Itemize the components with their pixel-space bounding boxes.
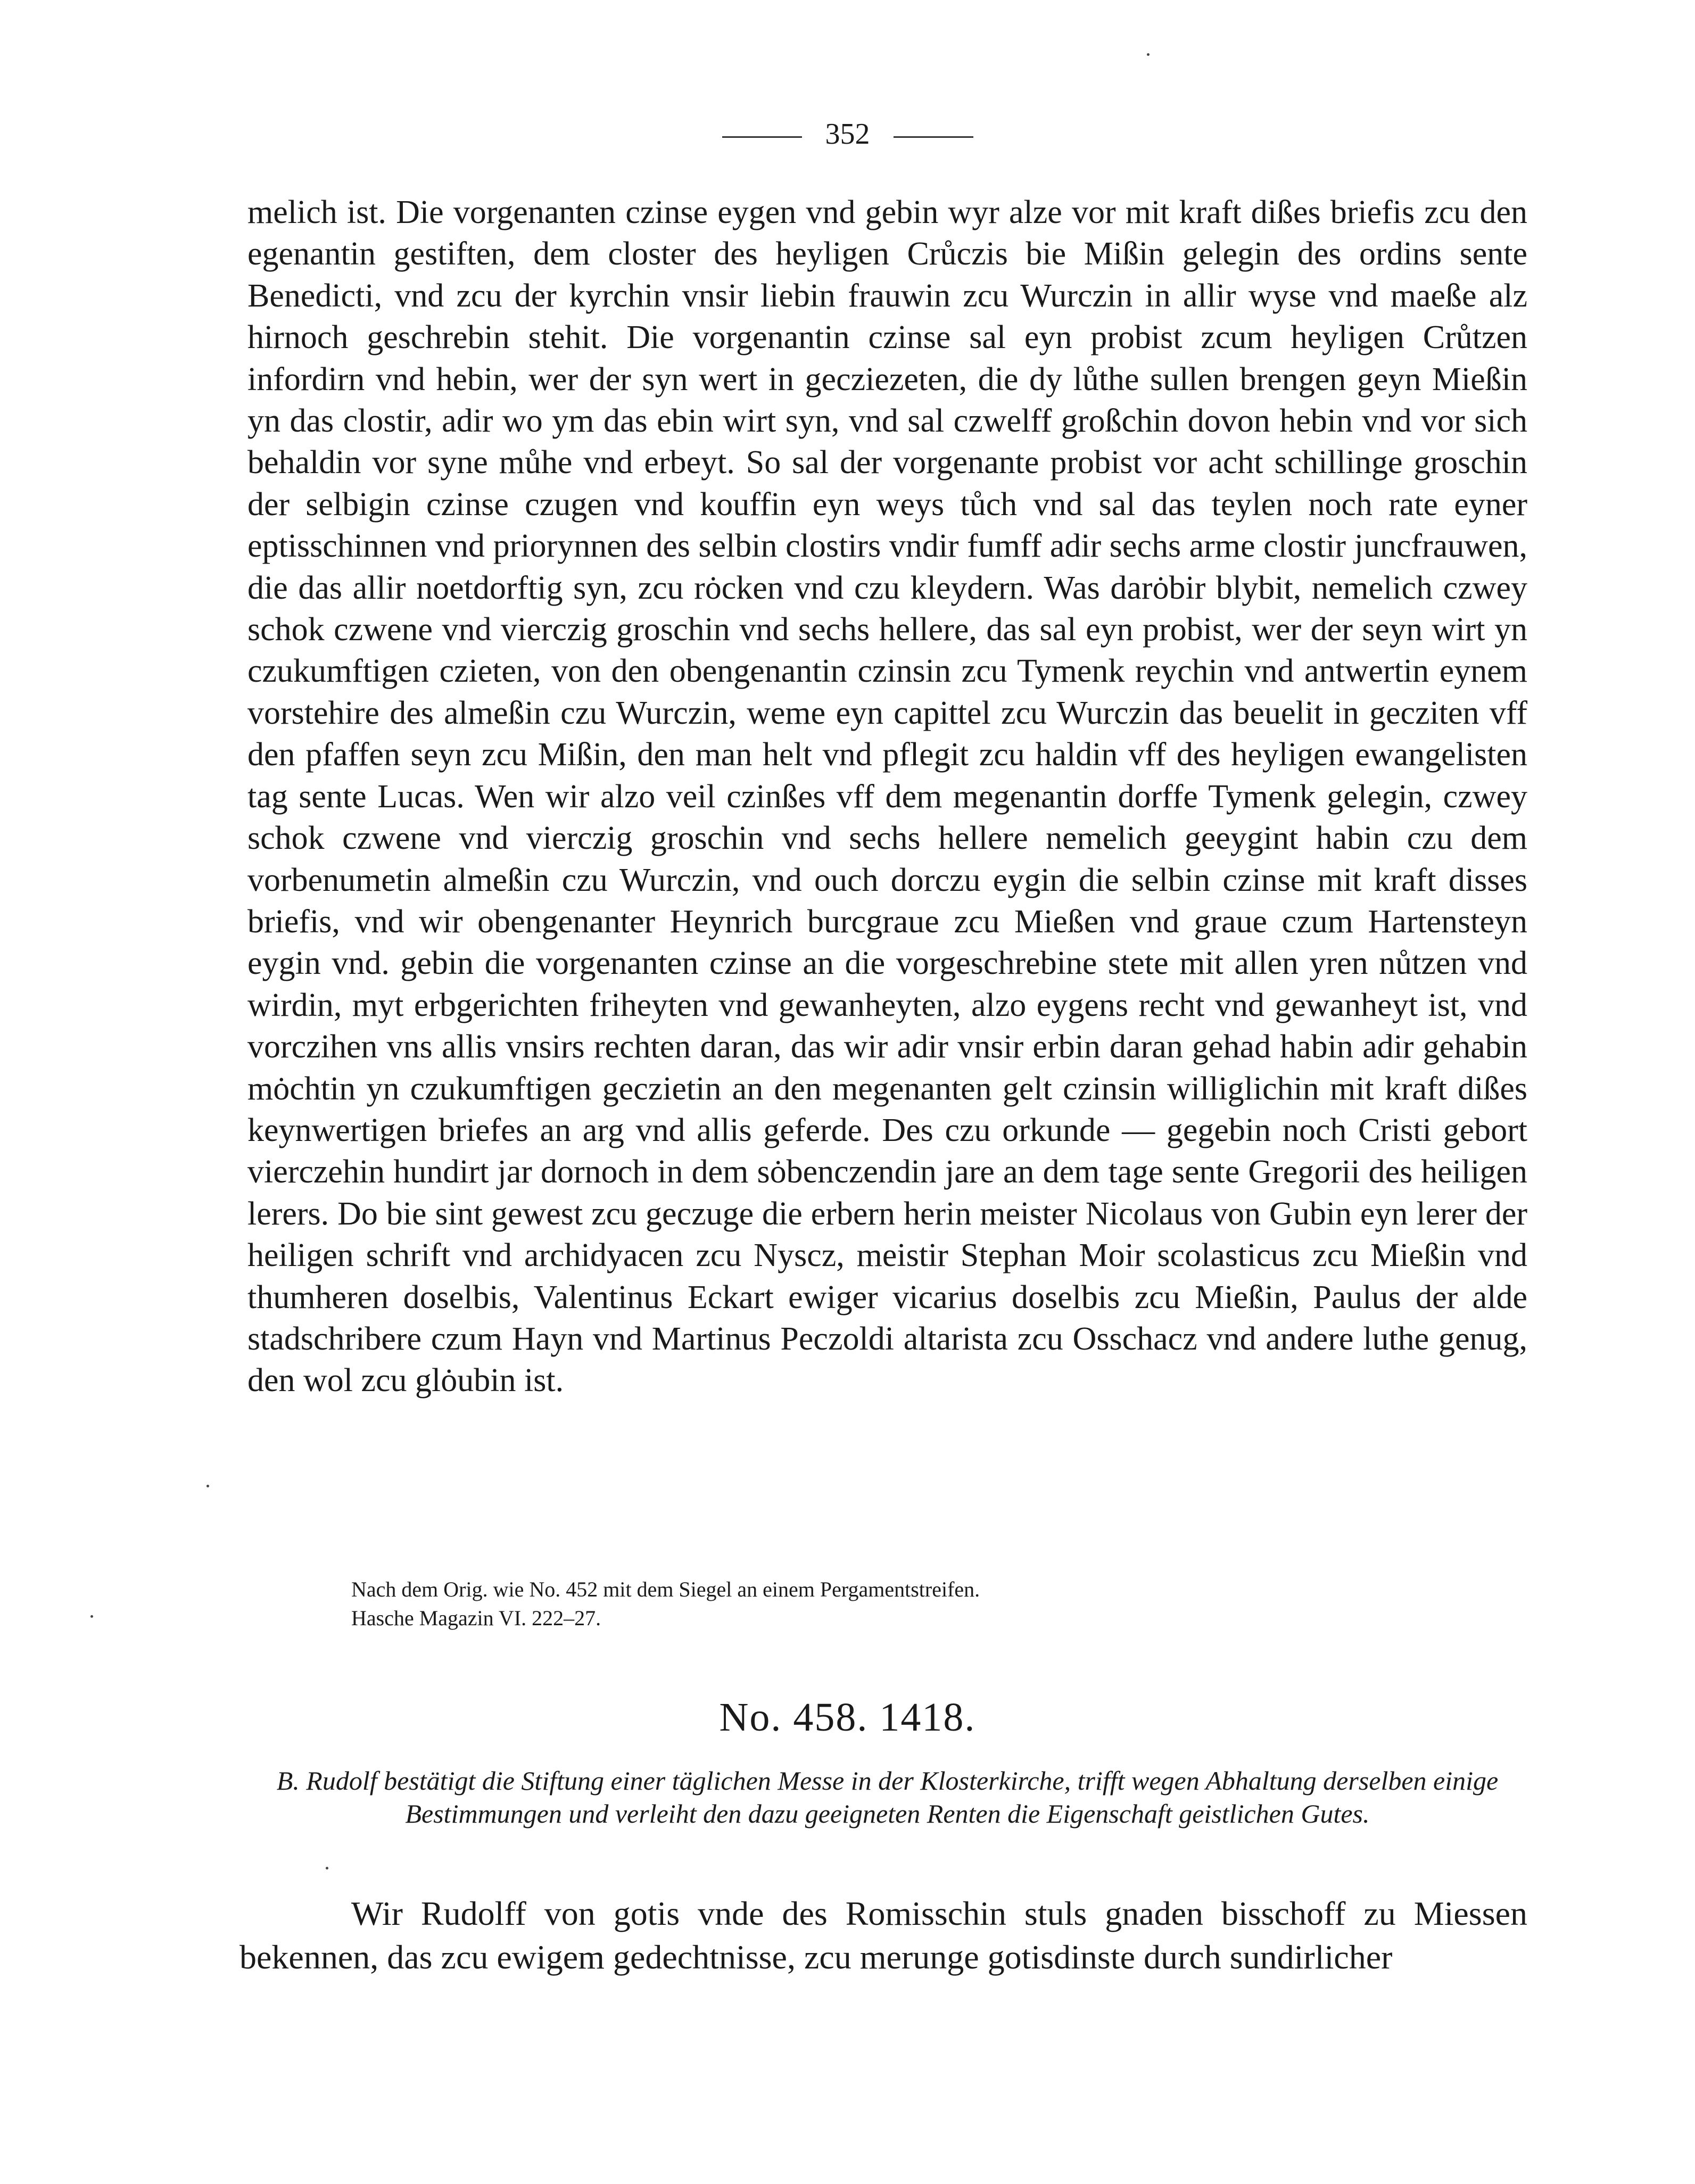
source-note xyxy=(351,1575,980,1633)
scan-speck xyxy=(1147,53,1150,56)
right-dash xyxy=(894,136,973,138)
page-number-value: 352 xyxy=(825,118,870,151)
scan-speck xyxy=(326,1867,328,1869)
document-summary: B. Rudolf bestätigt die Stiftung einer täglichen Messe in der Klosterkirche, trifft wegen Abhaltung derselben einige Bestimmungen und verleiht den dazu geeigneten Renten die Eigenschaft geistlichen Gutes. xyxy=(276,1766,1499,1829)
scan-speck xyxy=(90,1615,93,1618)
document-heading: No. 458. 1418. xyxy=(719,1695,976,1740)
left-dash xyxy=(722,136,802,138)
page-number xyxy=(0,118,1695,150)
scan-speck xyxy=(206,1485,209,1487)
source-note-line-1: Nach dem Orig. wie No. 452 mit dem Siegel an einem Pergamentstreifen. xyxy=(351,1577,980,1601)
body-text: melich ist. Die vorgenanten czinse eygen vnd gebin wyr alze vor mit kraft dißes briefis zcu den egenantin gestiften, dem closter des heyligen Crůczis bie Mißin gelegin des ordins sente Benedicti, vnd zcu der kyrchin vnsir liebin frauwin zcu Wurczin in allir wyse vnd maeße alz hirnoch geschrebin stehit. Die vorgenantin czinse sal eyn probist zcum heyligen Crůtzen infordirn vnd hebin, wer der syn wert in gecziezeten, die dy lůthe sullen brengen geyn Mießin yn das clostir, adir wo ym das ebin wirt syn, vnd sal czwelff großchin dovon hebin vnd vor sich behaldin vor syne můhe vnd erbeyt. So sal der vorgenante probist vor acht schillinge groschin der selbigin czinse czugen vnd kouffin eyn weys tůch vnd sal das teylen noch rate eyner eptisschinnen vnd priorynnen des selbin clostirs vndir fumff adir sechs arme clostir juncfrauwen, die das allir noetdorftig syn, zcu rȯcken vnd czu kleydern. Was darȯbir blybit, nemelich czwey schok czwene vnd vierczig groschin vnd sechs hellere, das sal eyn probist, wer der seyn wirt yn czukumftigen czieten, von den obengenantin czinsin zcu Tymenk reychin vnd antwertin eynem vorstehire des almeßin czu Wurczin, weme eyn capittel zcu Wurczin das beuelit in gecziten vff den pfaffen seyn zcu Mißin, den man helt vnd pflegit zcu haldin vff des heyligen ewangelisten tag sente Lucas. Wen wir alzo veil czinßes vff dem megenantin dorffe Tymenk gelegin, czwey schok czwene vnd vierczig groschin vnd sechs hellere nemelich geeygint habin czu dem vorbenumetin almeßin czu Wurczin, vnd ouch dorczu eygin die selbin czinse mit kraft disses briefis, vnd wir obengenanter Heynrich burcgraue zcu Mießen vnd graue czum Hartensteyn eygin vnd. gebin die vorgenanten czinse an die vorgeschrebine stete mit allen yren nůtzen vnd wirdin, myt erbgerichten friheyten vnd gewanheyten, alzo eygens recht vnd gewanheyt ist, vnd vorczihen vns allis vnsirs rechten daran, das wir adir vnsir erbin daran gehad habin adir gehabin mȯchtin yn czukumftigen geczietin an den megenanten gelt czinsin williglichin mit kraft dißes keynwertigen briefes an arg vnd allis geferde. Des czu orkunde — gegebin noch Cristi gebort vierczehin hundirt jar dornoch in dem sȯbenczendin jare an dem tage sente Gregorii des heiligen lerers. Do bie sint gewest zcu geczuge die erbern herin meister Nicolaus von Gubin eyn lerer der heiligen schrift vnd archidyacen zcu Nyscz, meistir Stephan Moir scolasticus zcu Mießin vnd thumheren doselbis, Valentinus Eckart ewiger vicarius doselbis zcu Mießin, Paulus der alde stadschribere czum Hayn vnd Martinus Peczoldi altarista zcu Osschacz vnd andere luthe genug, den wol zcu glȯubin ist. xyxy=(247,194,1527,1399)
document-opening-text: Wir Rudolff von gotis vnde des Romisschin stuls gnaden bisschoff zu Miessen bekennen, das zcu ewigem gedechtnisse, zcu merunge gotisdinste durch sundirlicher xyxy=(239,1895,1527,1976)
source-note-line-2: Hasche Magazin VI. 222–27. xyxy=(351,1606,601,1630)
